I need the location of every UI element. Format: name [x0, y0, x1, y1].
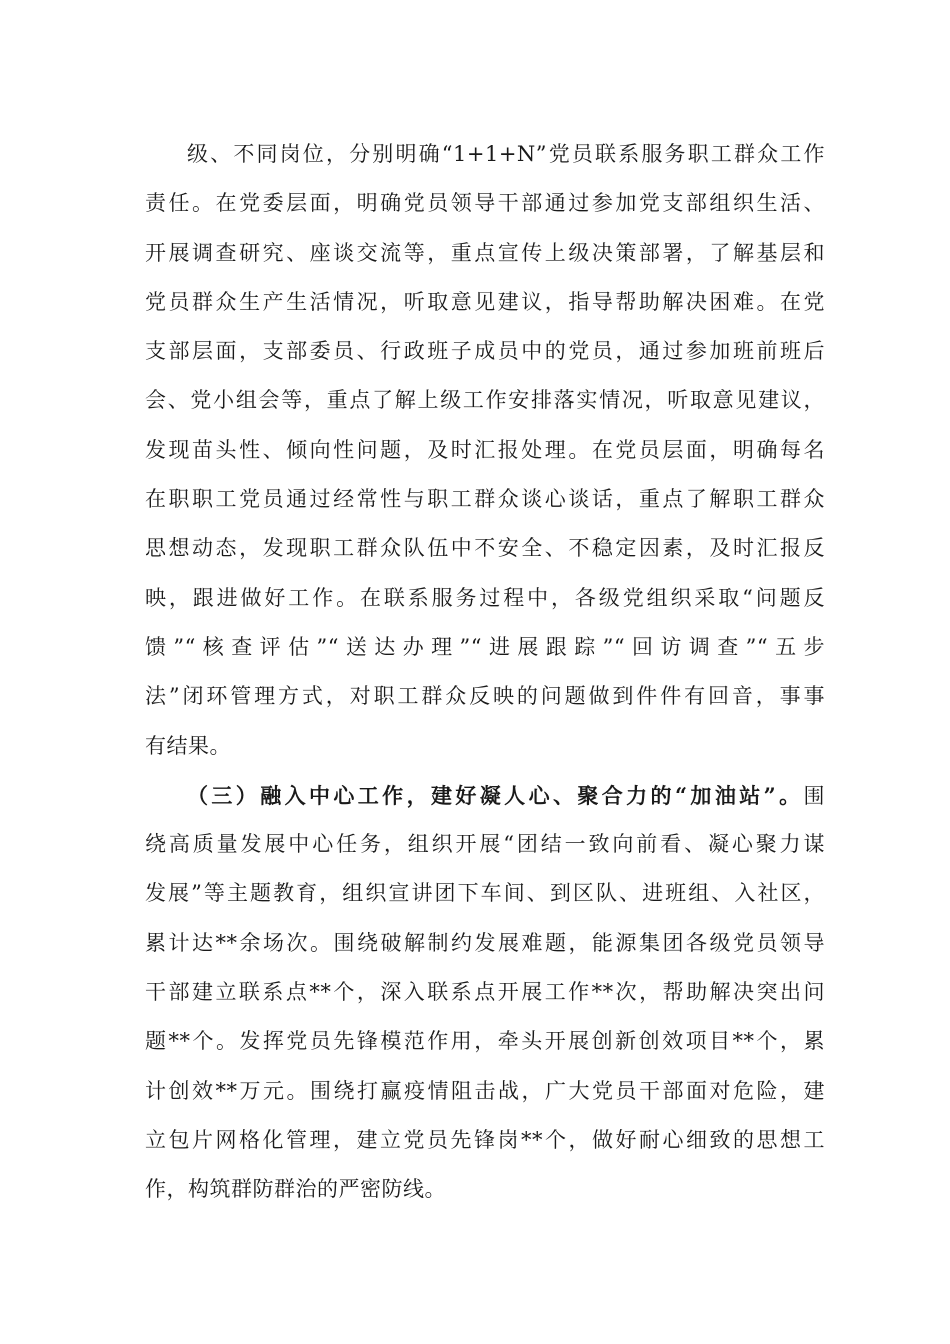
paragraph-line: 级、不同岗位，分别明确“1+1+N”党员联系服务职工群众工作 — [187, 142, 825, 166]
paragraph-line: 法”闭环管理方式，对职工群众反映的问题做到件件有回音，事事 — [145, 684, 825, 709]
paragraph-line: 作，构筑群防群治的严密防线。 — [145, 1177, 446, 1202]
paragraph-line: 责任。在党委层面，明确党员领导干部通过参加党支部组织生活、 — [145, 191, 825, 216]
paragraph-line: 在职职工党员通过经常性与职工群众谈心谈话，重点了解职工群众 — [145, 487, 825, 512]
section-heading-line — [145, 771, 825, 820]
paragraph-line: 党员群众生产生活情况，听取意见建议，指导帮助解决困难。在党 — [145, 289, 825, 314]
document-body — [145, 130, 825, 1215]
paragraph-line: 绕高质量发展中心任务，组织开展“团结一致向前看、凝心聚力谋 — [145, 832, 825, 857]
paragraph-line: 映，跟进做好工作。在联系服务过程中，各级党组织采取“问题反 — [145, 585, 825, 610]
paragraph-line: 支部层面，支部委员、行政班子成员中的党员，通过参加班前班后 — [145, 339, 825, 364]
paragraph-line: 干部建立联系点**个，深入联系点开展工作**次，帮助解决突出问 — [145, 980, 825, 1005]
paragraph-line: 题**个。发挥党员先锋模范作用，牵头开展创新创效项目**个，累 — [145, 1029, 825, 1054]
paragraph-line: 立包片网格化管理，建立党员先锋岗**个，做好耐心细致的思想工 — [145, 1127, 825, 1152]
section-heading-continuation: 围 — [803, 783, 825, 808]
paragraph-line: 计创效**万元。围绕打赢疫情阻击战，广大党员干部面对危险，建 — [145, 1078, 825, 1103]
paragraph-line: 发展”等主题教育，组织宣讲团下车间、到区队、进班组、入社区， — [145, 881, 825, 906]
paragraph-line: 会、党小组会等，重点了解上级工作安排落实情况，听取意见建议， — [145, 388, 825, 413]
paragraph-line: 累计达**余场次。围绕破解制约发展难题，能源集团各级党员领导 — [145, 930, 825, 955]
paragraph-line: 馈”“核查评估”“送达办理”“进展跟踪”“回访调查”“五步 — [145, 634, 825, 659]
paragraph-line: 发现苗头性、倾向性问题，及时汇报处理。在党员层面，明确每名 — [145, 437, 825, 462]
paragraph-line: 开展调查研究、座谈交流等，重点宣传上级决策部署，了解基层和 — [145, 240, 825, 265]
paragraph-line: 思想动态，发现职工群众队伍中不安全、不稳定因素，及时汇报反 — [145, 536, 825, 561]
section-heading: （三）融入中心工作，建好凝人心、聚合力的“加油站”。 — [187, 782, 804, 808]
paragraph-line: 有结果。 — [145, 733, 231, 758]
